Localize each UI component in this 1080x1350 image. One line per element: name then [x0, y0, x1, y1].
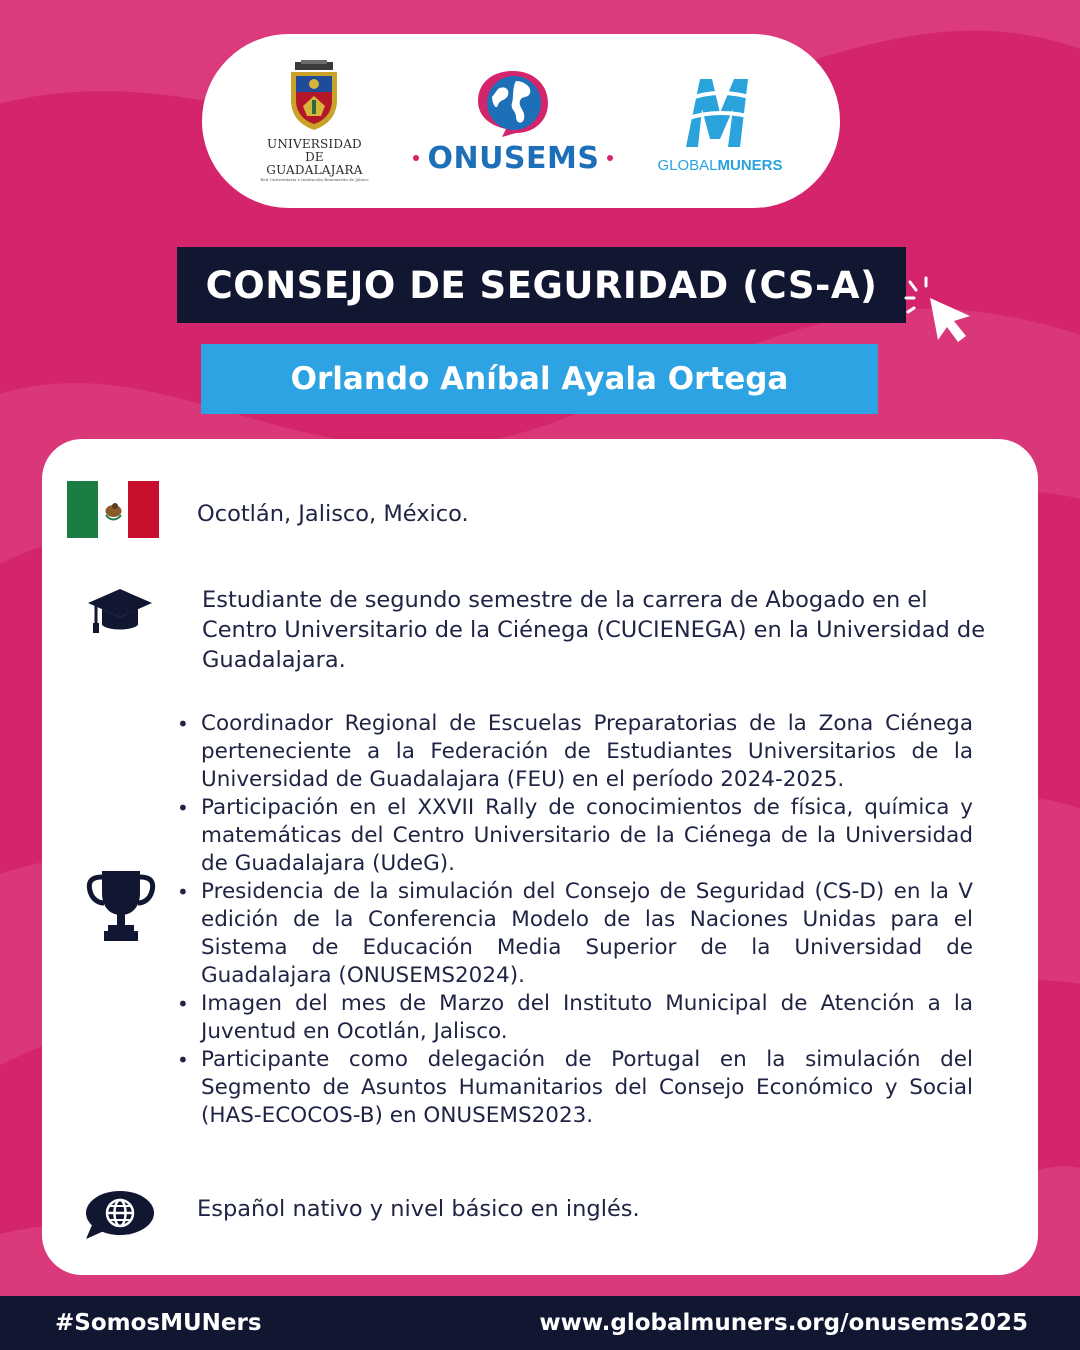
achievements-list	[173, 710, 973, 1130]
udg-subtitle: Red Universitaria e Institución Benemérita de Jalisco	[260, 177, 369, 182]
list-item: • Presidencia de la simulación del Consejo de Seguridad (CS-D) en la V edición de la Conferencia Modelo de las Naciones Unidas para el Sistema de Educación Media Superior de la Universidad de Guadalajara (ONUSEMS2024).	[173, 878, 973, 990]
udg-shield-icon	[285, 60, 343, 132]
list-item: • Participación en el XXVII Rally de conocimientos de física, química y matemáticas del Centro Universitario de la Ciénega de la Universidad de Guadalajara (UdeG).	[173, 794, 973, 878]
list-item: • Imagen del mes de Marzo del Instituto Municipal de Atención a la Juventud en Ocotlán, Jalisco.	[173, 990, 973, 1046]
udg-logo	[259, 60, 369, 182]
footer-hashtag: #SomosMUNers	[55, 1310, 262, 1336]
languages-text: Español nativo y nivel básico en inglés.	[197, 1196, 640, 1222]
globe-chat-icon	[82, 1189, 156, 1241]
udg-name: UNIVERSIDAD DE GUADALAJARA	[266, 137, 363, 177]
list-item: • Coordinador Regional de Escuelas Preparatorias de la Zona Ciénega perteneciente a la Federación de Estudiantes Universitarios de la Universidad de Guadalajara (FEU) en el período 2024-2025.	[173, 710, 973, 794]
delegate-name-box	[201, 344, 878, 414]
globalmuners-logo	[657, 69, 782, 174]
graduation-cap-icon	[86, 587, 154, 635]
onusems-globe-icon	[472, 67, 554, 139]
globalmuners-wordmark: GLOBALMUNERS	[657, 156, 783, 174]
footer-bar	[0, 1296, 1080, 1350]
logo-bar	[202, 34, 840, 208]
onusems-wordmark: ONUSEMS	[413, 141, 613, 176]
education-text: Estudiante de segundo semestre de la carrera de Abogado en el Centro Universitario de la Ciénega (CUCIENEGA) en la Universidad de Guadalajara.	[202, 587, 986, 673]
mexico-flag-icon	[67, 481, 159, 538]
location-text: Ocotlán, Jalisco, México.	[197, 501, 469, 527]
globalmuners-m-icon	[672, 69, 768, 153]
delegate-name: Orlando Aníbal Ayala Ortega	[290, 361, 789, 397]
cursor-click-icon	[902, 276, 974, 346]
onusems-logo	[413, 67, 613, 176]
profile-card	[42, 439, 1038, 1275]
trophy-icon	[86, 869, 156, 943]
committee-title: CONSEJO DE SEGURIDAD (CS-A)	[205, 263, 878, 307]
footer-url-link[interactable]: www.globalmuners.org/onusems2025	[539, 1310, 1028, 1336]
committee-title-box	[177, 247, 906, 323]
list-item: • Participante como delegación de Portugal en la simulación del Segmento de Asuntos Humanitarios del Consejo Económico y Social (HAS-ECOCOS-B) en ONUSEMS2023.	[173, 1046, 973, 1130]
